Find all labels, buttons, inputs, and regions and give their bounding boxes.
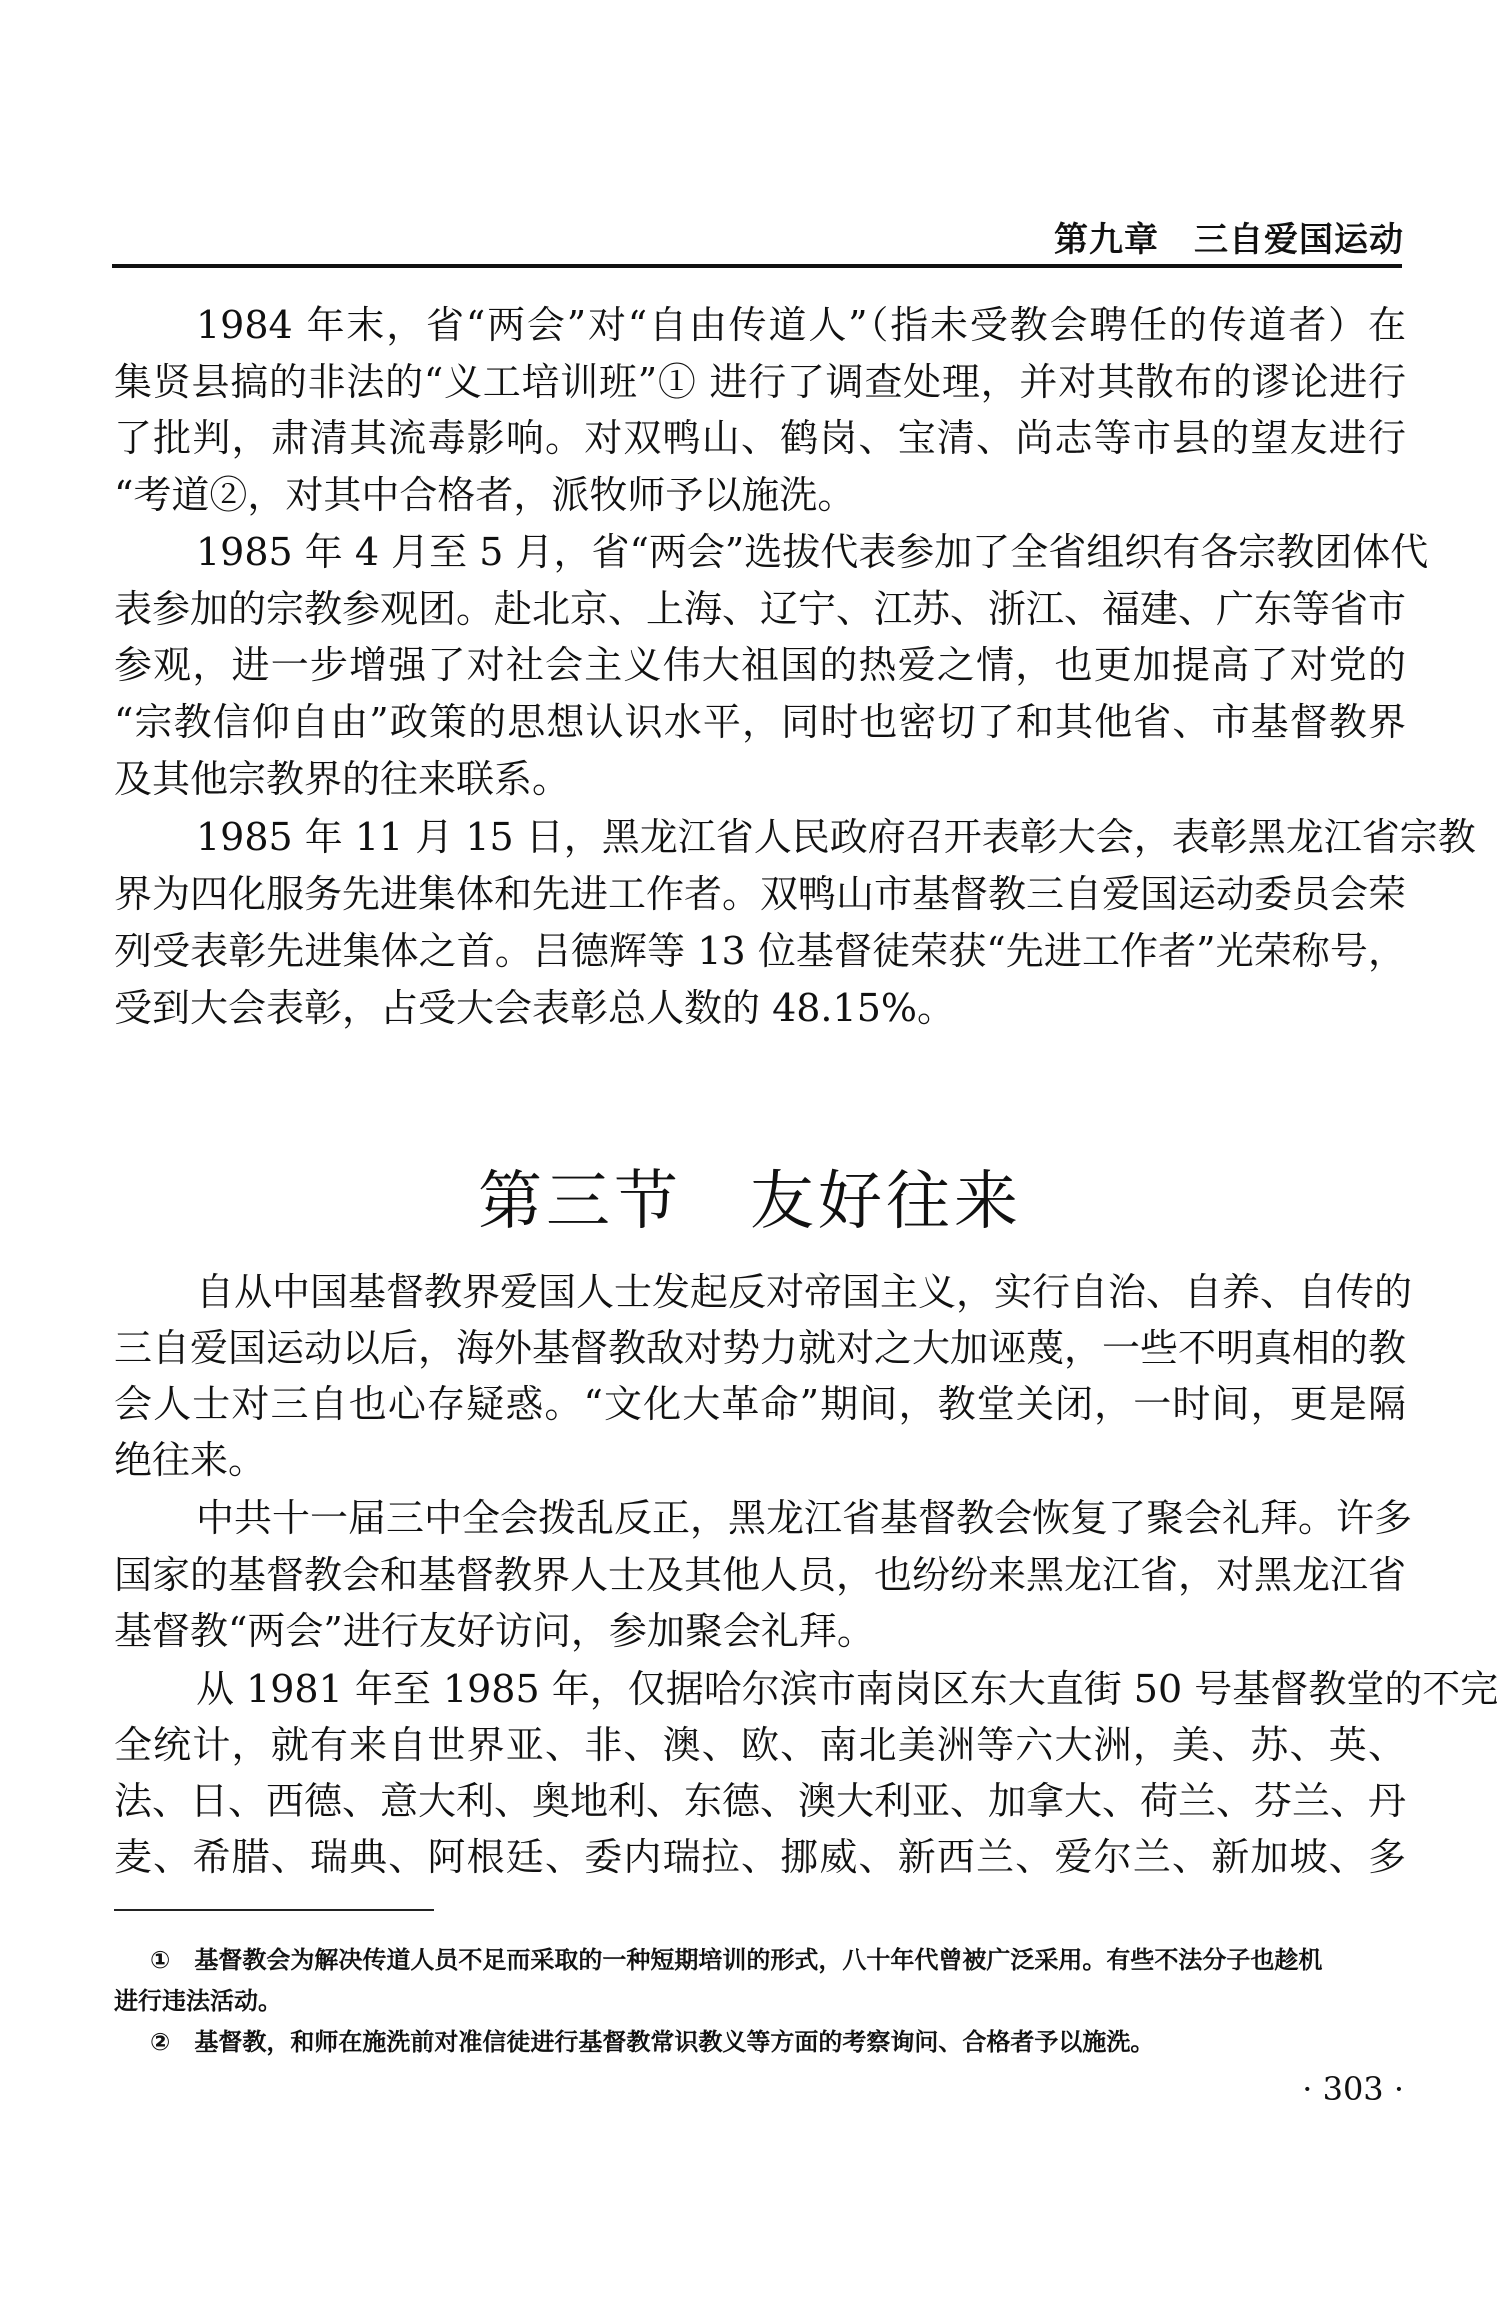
body-line: 中共十一届三中全会拨乱反正，黑龙江省基督教会恢复了聚会礼拜。许多	[196, 1496, 1413, 1540]
body-line: 1985 年 11 月 15 日，黑龙江省人民政府召开表彰大会，表彰黑龙江省宗教	[196, 815, 1476, 859]
footnote-rule	[114, 1909, 434, 1911]
running-header: 第九章 三自爱国运动	[1054, 220, 1404, 260]
body-line: 三自爱国运动以后，海外基督教敌对势力就对之大加诬蔑，一些不明真相的教	[114, 1326, 1407, 1370]
body-line: 全统计，就有来自世界亚、非、澳、欧、南北美洲等六大洲，美、苏、英、	[114, 1723, 1406, 1767]
body-line: 列受表彰先进集体之首。吕德辉等 13 位基督徒荣获“先进工作者”光荣称号，	[114, 929, 1406, 973]
body-line: 表参加的宗教参观团。赴北京、上海、辽宁、江苏、浙江、福建、广东等省市	[114, 587, 1407, 631]
body-line: “考道②，对其中合格者，派牧师予以施洗。	[114, 473, 856, 517]
body-line: 界为四化服务先进集体和先进工作者。双鸭山市基督教三自爱国运动委员会荣	[114, 872, 1407, 916]
body-line: 受到大会表彰，占受大会表彰总人数的 48.15%。	[114, 986, 955, 1030]
body-line: 集贤县搞的非法的“义工培训班”① 进行了调查处理，并对其散布的谬论进行	[114, 360, 1406, 404]
section-title: 第三节 友好往来	[478, 1165, 1022, 1239]
body-line: 参观，进一步增强了对社会主义伟大祖国的热爱之情，也更加提高了对党的	[114, 643, 1406, 687]
page-number: · 303 ·	[1302, 2070, 1404, 2108]
header-rule	[112, 264, 1402, 268]
footnote-2: ② 基督教，和师在施洗前对准信徒进行基督教常识教义等方面的考察询问、合格者予以施洗。	[150, 2028, 1155, 2056]
body-line: 1985 年 4 月至 5 月，省“两会”选拔代表参加了全省组织有各宗教团体代	[196, 530, 1429, 574]
body-line: 国家的基督教会和基督教界人士及其他人员，也纷纷来黑龙江省，对黑龙江省	[114, 1553, 1407, 1597]
body-line: 麦、希腊、瑞典、阿根廷、委内瑞拉、挪威、新西兰、爱尔兰、新加坡、多	[114, 1835, 1406, 1879]
body-line: 会人士对三自也心存疑惑。“文化大革命”期间，教堂关闭，一时间，更是隔	[114, 1382, 1406, 1426]
body-line: 法、日、西德、意大利、奥地利、东德、澳大利亚、加拿大、荷兰、芬兰、丹	[114, 1779, 1407, 1823]
body-line: “宗教信仰自由”政策的思想认识水平，同时也密切了和其他省、市基督教界	[114, 700, 1406, 744]
body-line: 从 1981 年至 1985 年，仅据哈尔滨市南岗区东大直街 50 号基督教堂的不完	[196, 1667, 1499, 1711]
footnote-1-cont: 进行违法活动。	[114, 1987, 282, 2015]
body-line: 绝往来。	[114, 1438, 267, 1482]
footnote-1: ① 基督教会为解决传道人员不足而采取的一种短期培训的形式，八十年代曾被广泛采用。有些不法分子也趁机	[150, 1946, 1323, 1974]
body-line: 1984 年末，省“两会”对“自由传道人”（指未受教会聘任的传道者）在	[196, 303, 1406, 347]
body-line: 自从中国基督教界爱国人士发起反对帝国主义，实行自治、自养、自传的	[196, 1270, 1413, 1314]
body-line: 了批判，肃清其流毒影响。对双鸭山、鹤岗、宝清、尚志等市县的望友进行	[114, 416, 1406, 460]
body-line: 基督教“两会”进行友好访问，参加聚会礼拜。	[114, 1609, 875, 1653]
body-line: 及其他宗教界的往来联系。	[114, 757, 571, 801]
